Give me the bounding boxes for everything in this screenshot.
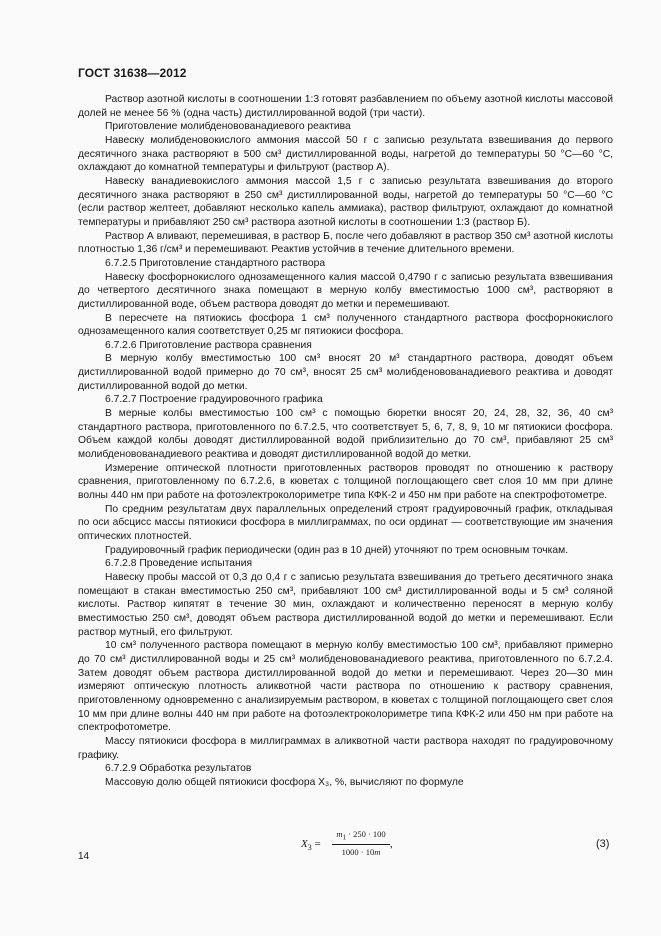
paragraph: В мерную колбу вместимостью 100 см³ вносят 20 м³ стандартного раствора, доводят объем дистиллированной водой примерно до 70 см³, вносят 25 см³ молибденовованадиевого реактива и доводят дистиллированной водой до метки. [78,353,613,392]
paragraph: Градуировочный график периодически (один раз в 10 дней) уточняют по трем основным точкам. [105,544,569,556]
formula-fraction [332,829,390,857]
paragraph: Раствор азотной кислоты в соотношении 1:3 готовят разбавлением по объему азотной кислоты массовой долей не менее 56 % (одна часть) дистиллированной водой (три части). [78,94,613,119]
paragraph: Раствор А вливают, перемешивая, в раствор Б, после чего добавляют в раствор 350 см³ азотной кислоты плотностью 1,36 г/см³ и перемешивают. Реактив устойчив в течение длительного времени. [78,230,613,256]
paragraph: Измерение оптической плотности приготовленных растворов проводят по отношению к раствору сравнения, приготовленному по 6.7.2.6, в кюветах с толщиной поглощающего свет слоя 10 мм при длине волны 440 нм при работе на фотоэлектроколориметре типа КФК-2 и 450 нм при работе на спектрофотометре. [78,462,613,502]
page-number: 14 [78,851,90,862]
formula-3 [0,829,661,865]
section-heading: 6.7.2.9 Обработка результатов [105,763,252,775]
section-heading: 6.7.2.5 Приготовление стандартного раствора [105,257,326,269]
formula-lhs: $X_3$ = [301,838,321,853]
section-heading: 6.7.2.6 Приготовление раствора сравнения [105,339,312,351]
formula-numerator: $m_1 \cdot 250 \cdot 100$ [332,829,390,845]
paragraph: Навеску молибденовокислого аммония массой 50 г с записью результата взвешивания до первого десятичного знака растворяют в 500 см³ дистиллированной воды, нагретой до температуры 50 °С—60 °С, охлаждают до комнатной температуры и фильтруют (раствор А). [78,134,613,174]
paragraph: Массовую долю общей пятиокиси фосфора X₃, %, вычисляют по формуле [105,776,464,788]
document-header: ГОСТ 31638—2012 [78,66,187,80]
section-heading: 6.7.2.7 Построение градуировочного графика [105,394,323,406]
section-heading: Приготовление молибденовованадиевого реактива [105,121,351,133]
formula-comma: , [390,838,393,850]
paragraph: В мерные колбы вместимостью 100 см³ с помощью бюретки вносят 20, 24, 28, 32, 36, 40 см³ стандартного раствора, приготовленного по 6.7.2.5, что соответствует 5, 6, 7, 8, 9, 10 мг пятиокиси фосфора. Объем каждой колбы доводят дистиллированной водой приблизительно до 70 см³, прибавляют 25 см³ молибденовованадиевого реактива и доводят дистиллированной водой до метки. [78,408,613,461]
equation-number: (3) [596,838,610,850]
paragraph: Навеску ванадиевокислого аммония массой 1,5 г с записью результата взвешивания до второго десятичного знака растворяют в 250 см³ дистиллированной воды, нагретой до температуры 50 °С—60 °С (если раствор желтеет, добавляют несколько капель аммиака), раствор фильтруют, охлаждают до комнатной температуры и прибавляют 250 см³ раствора азотной кислоты в соотношении 1:3 (раствор Б). [78,175,613,228]
paragraph: 10 см³ полученного раствора помещают в мерную колбу вместимостью 100 см³, прибавляют примерно до 70 см³ дистиллированной воды и 25 см³ молибденовованадиевого реактива, приготовленного по 6.7.2.4. Затем доводят объем раствора дистиллированной водой до метки и перемешивают. Через 20—30 мин измеряют оптическую плотность аликвотной части раствора по отношению к раствору сравнения, приготовленному одновременно с анализируемым раствором, в кюветах с толщиной поглощающего свет слоя 10 мм при длине волны 440 нм при работе на фотоэлектроколориметре типа КФК-2 или 450 нм при работе на спектрофотометре. [78,640,613,734]
document-body [78,93,613,789]
formula-denominator: 1000 · 10m [341,846,381,857]
paragraph: В пересчете на пятиокись фосфора 1 см³ полученного стандартного раствора фосфорнокислого однозамещенного калия соответствует 0,25 мг пятиокиси фосфора. [78,312,613,338]
section-heading: 6.7.2.8 Проведение испытания [105,558,253,570]
paragraph: Массу пятиокиси фосфора в миллиграммах в аликвотной части раствора находят по градуировочному графику. [78,735,613,761]
paragraph: По средним результатам двух параллельных определений строят градуировочный график, откладывая по оси абсцисс массы пятиокиси фосфора в миллиграммах, по оси ординат — соответствующие им значения оптических плотностей. [78,503,613,542]
paragraph: Навеску фосфорнокислого однозамещенного калия массой 0,4790 г с записью результата взвешивания до четвертого десятичного знака помещают в мерную колбу вместимостью 1000 см³, растворяют в дистиллированной воде, объем раствора доводят до метки и перемешивают. [78,271,613,310]
paragraph: Навеску пробы массой от 0,3 до 0,4 г с записью результата взвешивания до третьего десятичного знака помещают в стакан вместимостью 250 см³, прибавляют 100 см³ дистиллированной воды и 5 см³ соляной кислоты. Раствор кипятят в течение 30 мин, охлаждают и количественно переносят в мерную колбу вместимостью 250 см³, доводят объем раствора дистиллированной водой до метки и перемешивают. Если раствор мутный, его фильтруют. [78,571,613,638]
